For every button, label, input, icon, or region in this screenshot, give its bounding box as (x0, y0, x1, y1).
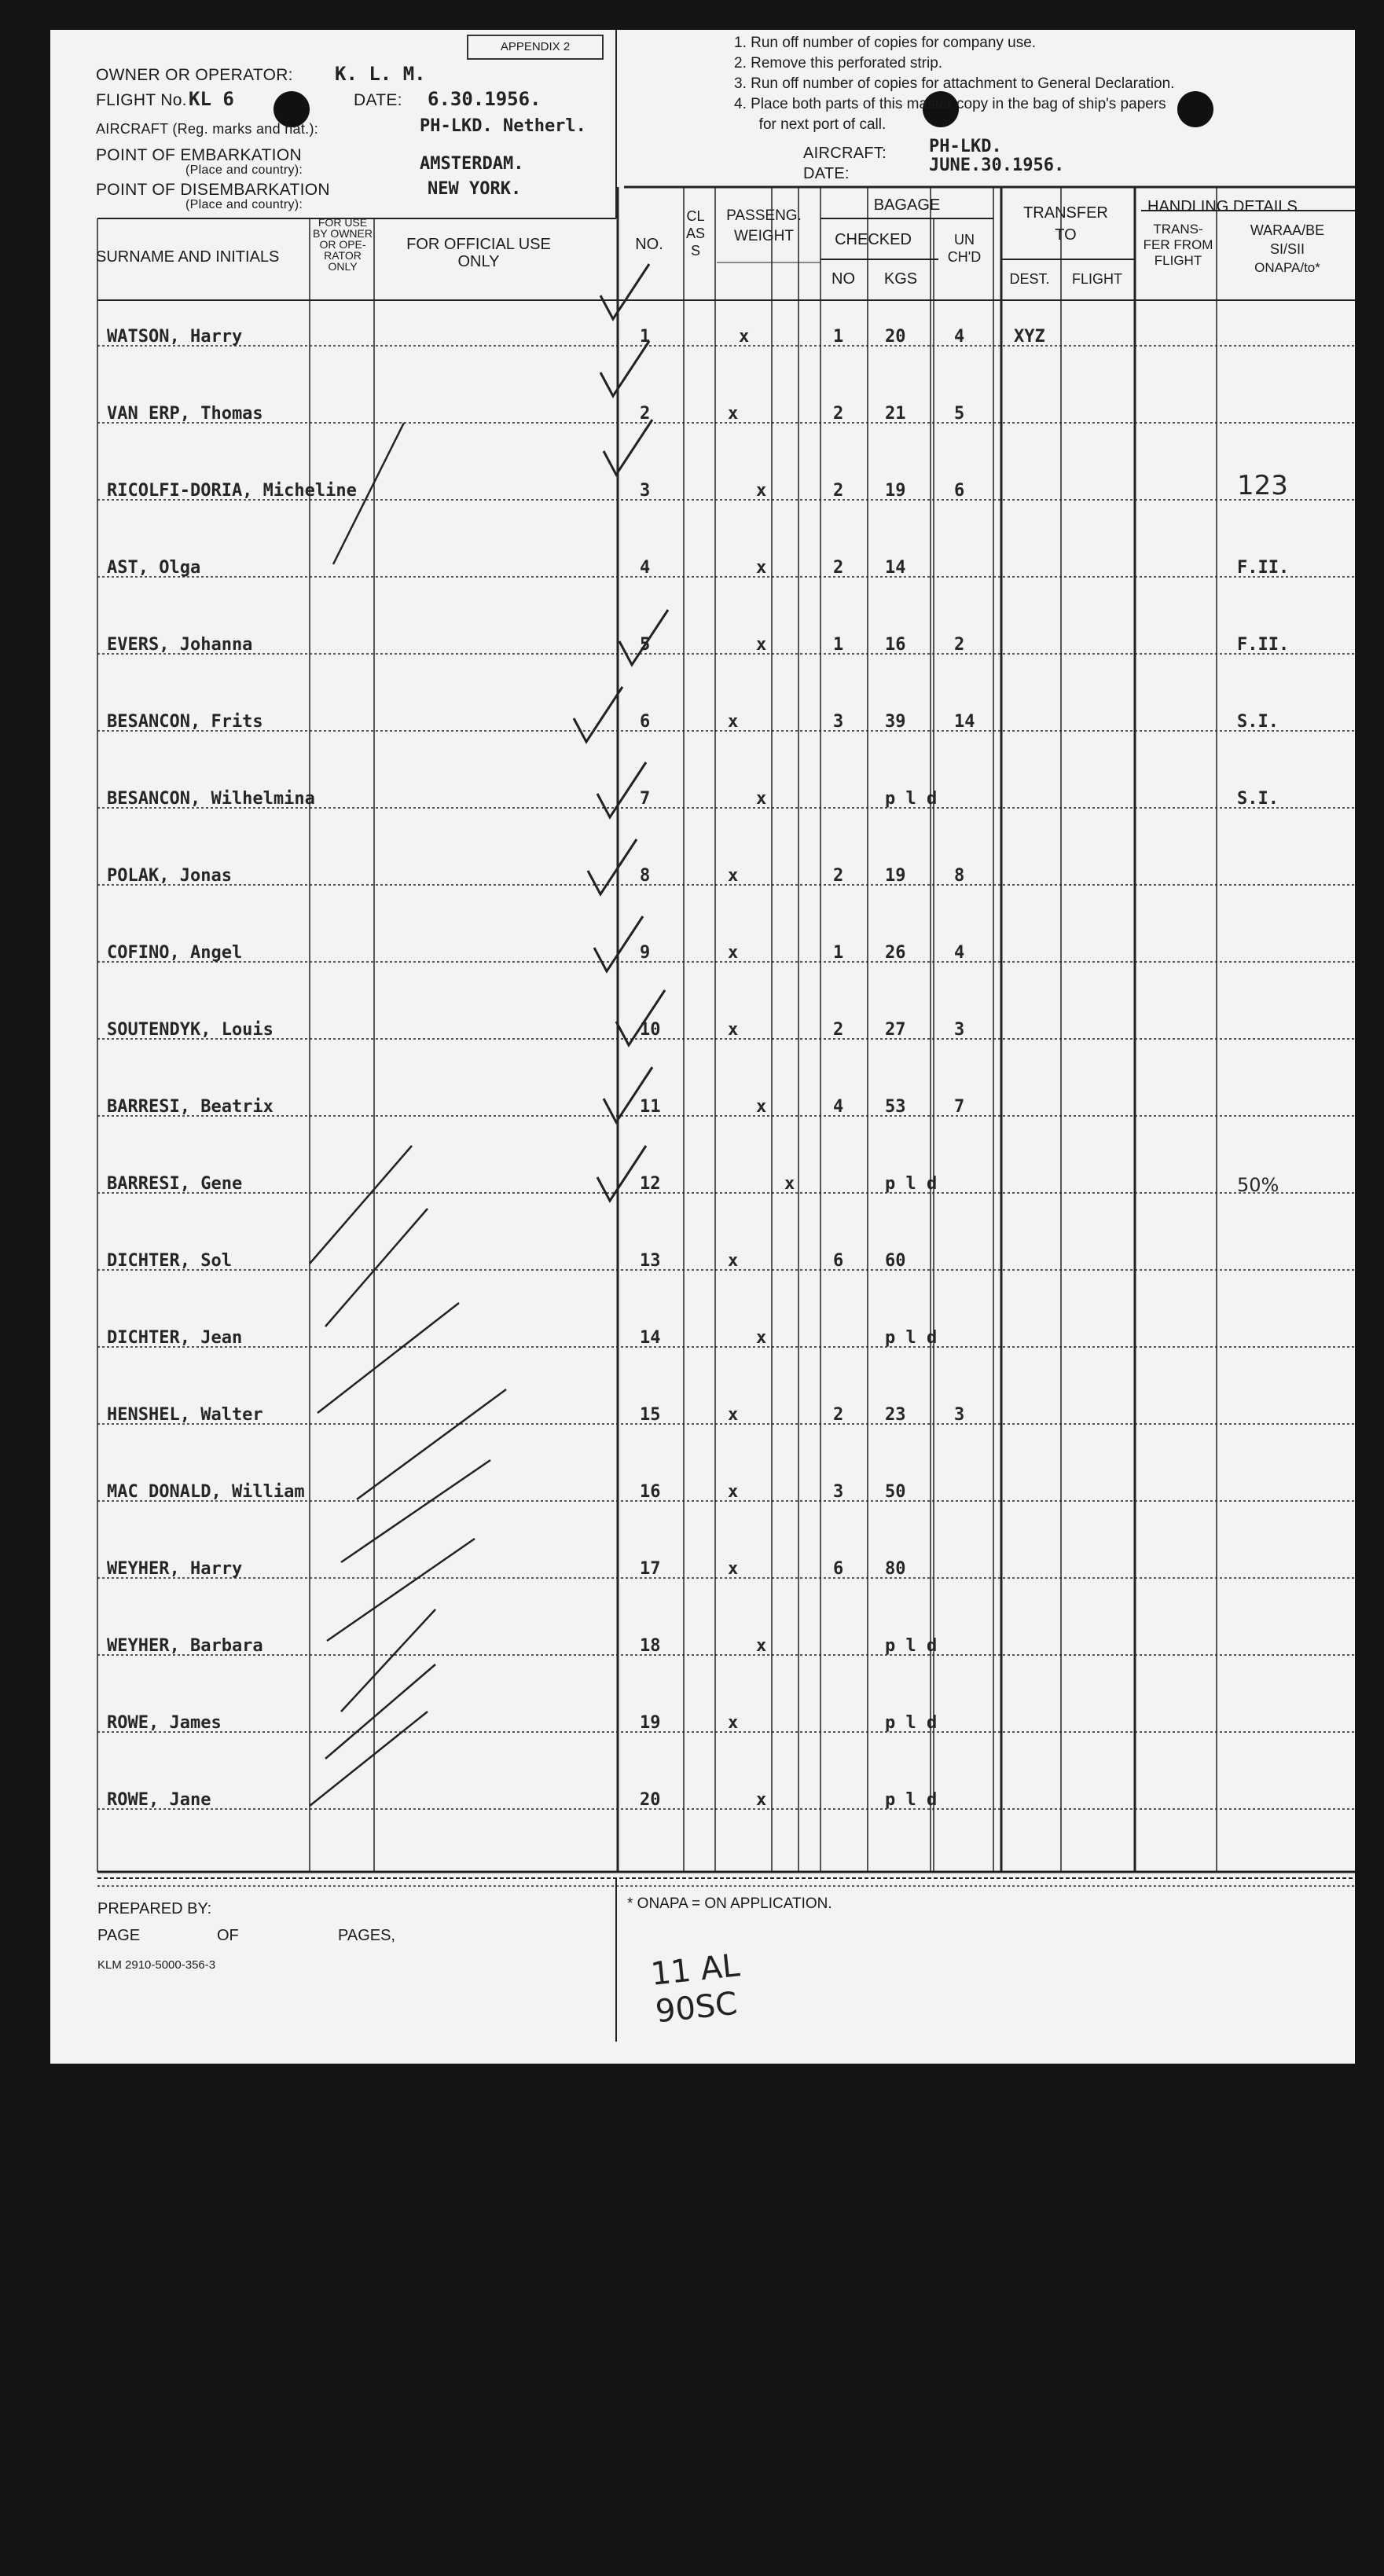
class-mark: x (728, 1020, 739, 1040)
col-sisii: SI/SII (1269, 241, 1305, 257)
bag-weight: p l d (885, 1636, 938, 1656)
instruction-3: 3. Run off number of copies for attachment to General Declaration. (734, 75, 1175, 92)
right-date-label: DATE: (803, 165, 850, 182)
right-date-value: JUNE.30.1956. (929, 156, 1065, 175)
owner-value: K. L. M. (335, 63, 426, 85)
passenger-name: WATSON, Harry (107, 327, 243, 347)
disembark-value: NEW YORK. (428, 179, 522, 199)
bag-weight: 21 (885, 404, 906, 424)
passenger-number: 1 (640, 327, 651, 347)
date-value: 6.30.1956. (428, 88, 541, 110)
class-mark: x (739, 327, 750, 347)
passenger-number: 11 (640, 1097, 661, 1117)
passenger-name: SOUTENDYK, Louis (107, 1020, 273, 1040)
passenger-name: HENSHEL, Walter (107, 1405, 263, 1425)
right-aircraft-value: PH-LKD. (929, 137, 1002, 156)
col-passeng: PASSENG. (726, 207, 802, 224)
unchecked-count: 8 (954, 866, 965, 886)
passenger-number: 17 (640, 1559, 661, 1579)
col-transfer: TRANSFER (1023, 204, 1108, 222)
instruction-1: 1. Run off number of copies for company use. (734, 35, 1037, 51)
handling-detail: F.II. (1237, 635, 1290, 655)
passenger-name: WEYHER, Barbara (107, 1636, 263, 1656)
class-mark: x (784, 1174, 795, 1194)
bag-weight: p l d (885, 1328, 938, 1348)
owner-label: OWNER OR OPERATOR: (96, 66, 293, 84)
tick-stroke-icon (357, 1389, 506, 1499)
prepared-by-label: PREPARED BY: (97, 1900, 212, 1917)
col-no: NO. (635, 236, 663, 253)
passenger-name: AST, Olga (107, 558, 201, 578)
class-mark: x (728, 404, 739, 424)
tick-stroke-icon (310, 1712, 428, 1806)
bag-weight: 19 (885, 481, 906, 501)
unchecked-count: 6 (954, 481, 965, 501)
col-weight: WEIGHT (734, 228, 794, 244)
embark-label: POINT OF EMBARKATION (96, 146, 302, 164)
class-mark: x (756, 481, 767, 501)
col-unchd: UN CH'D (947, 232, 982, 265)
aircraft-value: PH-LKD. Netherl. (420, 116, 586, 136)
check-mark-icon (600, 341, 649, 396)
class-mark: x (756, 558, 767, 578)
check-mark-icon (616, 990, 665, 1045)
passenger-number: 12 (640, 1174, 661, 1194)
col-transfer-from: TRANS- FER FROM FLIGHT (1143, 222, 1213, 268)
check-mark-icon (619, 610, 668, 665)
bag-weight: 39 (885, 712, 906, 732)
bag-count: 2 (833, 404, 844, 424)
check-mark-icon (604, 420, 652, 475)
col-to: TO (1055, 226, 1077, 244)
check-mark-icon (600, 264, 649, 319)
class-mark: x (756, 1636, 767, 1656)
passenger-name: BARRESI, Beatrix (107, 1097, 273, 1117)
class-mark: x (756, 789, 767, 809)
date-label: DATE: (354, 91, 402, 109)
col-class: CLASS (685, 208, 705, 259)
passenger-name: WEYHER, Harry (107, 1559, 243, 1579)
passenger-name: COFINO, Angel (107, 943, 243, 963)
bag-weight: 14 (885, 558, 906, 578)
passenger-number: 7 (640, 789, 651, 809)
unchecked-count: 4 (954, 327, 965, 347)
check-mark-icon (597, 762, 646, 817)
tick-stroke-icon (325, 1209, 428, 1327)
class-mark: x (728, 1482, 739, 1502)
bag-weight: 19 (885, 866, 906, 886)
bag-weight: 53 (885, 1097, 906, 1117)
table-grid (50, 30, 1355, 2064)
class-mark: x (756, 635, 767, 655)
bag-weight: 20 (885, 327, 906, 347)
bag-weight: p l d (885, 1713, 938, 1733)
of-label: OF (217, 1927, 239, 1944)
aircraft-label: AIRCRAFT (Reg. marks and nat.): (96, 121, 319, 137)
pages-label: PAGES, (338, 1927, 395, 1944)
tick-stroke-icon (341, 1609, 435, 1712)
passenger-name: ROWE, Jane (107, 1790, 211, 1810)
passenger-name: DICHTER, Jean (107, 1328, 243, 1348)
passenger-name: BESANCON, Wilhelmina (107, 789, 315, 809)
instruction-4: 4. Place both parts of this master copy in the bag of ship's papers (734, 96, 1166, 112)
passenger-name: RICOLFI-DORIA, Micheline (107, 481, 357, 501)
passenger-number: 13 (640, 1251, 661, 1271)
onapa-note: * ONAPA = ON APPLICATION. (627, 1895, 832, 1912)
manifest-sheet (50, 30, 1355, 2064)
passenger-name: VAN ERP, Thomas (107, 404, 263, 424)
bag-weight: 80 (885, 1559, 906, 1579)
tick-stroke-icon (318, 1303, 459, 1413)
bag-count: 3 (833, 712, 844, 732)
passenger-name: BARRESI, Gene (107, 1174, 243, 1194)
class-mark: x (756, 1097, 767, 1117)
passenger-number: 5 (640, 635, 651, 655)
passenger-name: MAC DONALD, William (107, 1482, 305, 1502)
bag-weight: 16 (885, 635, 906, 655)
bag-count: 6 (833, 1559, 844, 1579)
appendix-label: APPENDIX 2 (467, 35, 604, 60)
col-onapa: ONAPA/to* (1254, 260, 1320, 275)
col-surname: SURNAME AND INITIALS (96, 248, 280, 266)
col-waraa: WARAA/BE (1250, 222, 1325, 238)
handling-detail: S.I. (1237, 789, 1279, 809)
passenger-number: 9 (640, 943, 651, 963)
passenger-number: 3 (640, 481, 651, 501)
class-mark: x (728, 866, 739, 886)
class-mark: x (728, 1251, 739, 1271)
class-mark: x (728, 1405, 739, 1425)
col-dest: DEST. (1009, 271, 1050, 287)
passenger-name: ROWE, James (107, 1713, 222, 1733)
handling-detail: 123 (1237, 470, 1288, 501)
instruction-2: 2. Remove this perforated strip. (734, 55, 943, 72)
bag-weight: 26 (885, 943, 906, 963)
passenger-name: EVERS, Johanna (107, 635, 253, 655)
embark-value: AMSTERDAM. (420, 154, 524, 174)
bag-count: 1 (833, 943, 844, 963)
handling-detail: 50% (1237, 1174, 1279, 1196)
embark-sub: (Place and country): (185, 163, 303, 177)
tick-stroke-icon (333, 423, 404, 564)
flight-value: KL 6 (189, 88, 234, 110)
passenger-number: 19 (640, 1713, 661, 1733)
unchecked-count: 3 (954, 1405, 965, 1425)
form-number: KLM 2910-5000-356-3 (97, 1958, 216, 1972)
handling-detail: S.I. (1237, 712, 1279, 732)
class-mark: x (728, 712, 739, 732)
class-mark: x (728, 1559, 739, 1579)
unchecked-count: 5 (954, 404, 965, 424)
unchecked-count: 2 (954, 635, 965, 655)
col-kgs: KGS (883, 270, 918, 288)
check-mark-icon (574, 687, 622, 742)
bag-weight: 60 (885, 1251, 906, 1271)
col-flight: FLIGHT (1071, 271, 1122, 287)
class-mark: x (728, 1713, 739, 1733)
instruction-5: for next port of call. (734, 116, 887, 133)
passenger-number: 4 (640, 558, 651, 578)
unchecked-count: 4 (954, 943, 965, 963)
disembark-label: POINT OF DISEMBARKATION (96, 181, 330, 199)
passenger-number: 6 (640, 712, 651, 732)
tick-stroke-icon (327, 1539, 475, 1641)
right-aircraft-label: AIRCRAFT: (803, 145, 887, 162)
class-mark: x (756, 1328, 767, 1348)
passenger-name: POLAK, Jonas (107, 866, 232, 886)
transfer-dest: XYZ (1014, 327, 1045, 347)
passenger-number: 20 (640, 1790, 661, 1810)
unchecked-count: 7 (954, 1097, 965, 1117)
passenger-number: 18 (640, 1636, 661, 1656)
col-for-use: FOR USE BY OWNER OR OPE- RATOR ONLY (313, 216, 373, 273)
bag-count: 1 (833, 635, 844, 655)
handwritten-note-2: 90SC (653, 1985, 740, 2031)
handling-detail: F.II. (1237, 558, 1290, 578)
bag-count: 2 (833, 1020, 844, 1040)
col-handling: HANDLING DETAILS (1147, 198, 1298, 215)
bag-weight: 50 (885, 1482, 906, 1502)
passenger-number: 10 (640, 1020, 661, 1040)
page-label: PAGE (97, 1927, 141, 1944)
passenger-number: 15 (640, 1405, 661, 1425)
passenger-name: BESANCON, Frits (107, 712, 263, 732)
tick-stroke-icon (341, 1460, 490, 1562)
class-mark: x (756, 1790, 767, 1810)
passenger-number: 8 (640, 866, 651, 886)
handwritten-note-1: 11 AL (648, 1947, 742, 1993)
passenger-name: DICHTER, Sol (107, 1251, 232, 1271)
bag-count: 4 (833, 1097, 844, 1117)
bag-count: 2 (833, 558, 844, 578)
flight-label: FLIGHT No. (96, 91, 187, 109)
unchecked-count: 3 (954, 1020, 965, 1040)
class-mark: x (728, 943, 739, 963)
passenger-number: 2 (640, 404, 651, 424)
check-mark-icon (588, 839, 637, 894)
passenger-number: 16 (640, 1482, 661, 1502)
bag-count: 1 (833, 327, 844, 347)
bag-weight: p l d (885, 1790, 938, 1810)
unchecked-count: 14 (954, 712, 975, 732)
bag-count: 2 (833, 1405, 844, 1425)
check-mark-icon (604, 1067, 652, 1122)
col-bag-no: NO (832, 270, 855, 288)
bag-weight: 27 (885, 1020, 906, 1040)
bag-weight: p l d (885, 789, 938, 809)
tick-stroke-icon (310, 1146, 412, 1264)
col-official: FOR OFFICIAL USE ONLY (406, 236, 551, 270)
col-checked: CHECKED (835, 231, 912, 248)
disembark-sub: (Place and country): (185, 198, 303, 211)
bag-count: 3 (833, 1482, 844, 1502)
bag-weight: 23 (885, 1405, 906, 1425)
bag-weight: p l d (885, 1174, 938, 1194)
bag-count: 6 (833, 1251, 844, 1271)
bag-count: 2 (833, 481, 844, 501)
passenger-number: 14 (640, 1328, 661, 1348)
bag-count: 2 (833, 866, 844, 886)
col-bagage: BAGAGE (873, 196, 941, 214)
